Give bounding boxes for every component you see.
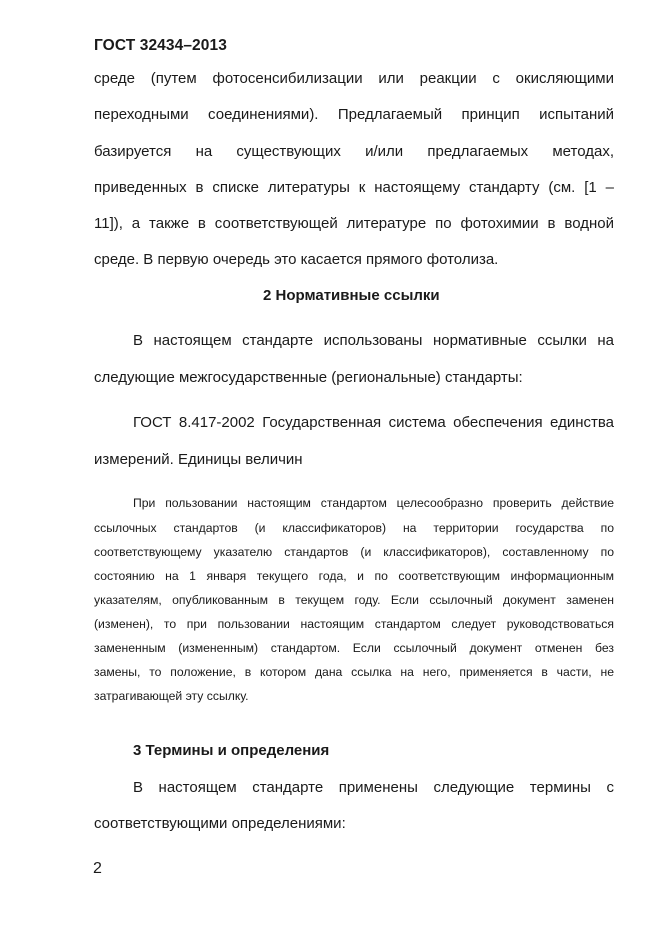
document-header: ГОСТ 32434–2013 <box>94 37 227 54</box>
section-2-para1-line-2: следующие межгосударственные (региональные) стандарты: <box>94 369 523 386</box>
intro-line-1: среде (путем фотосенсибилизации или реакции с окисляющими <box>94 70 614 87</box>
note-line-6: (изменен), то при пользовании настоящим стандартом следует руководствоваться <box>94 617 614 631</box>
section-2-para1-line-1: В настоящем стандарте использованы нормативные ссылки на <box>133 332 614 349</box>
note-line-2: ссылочных стандартов (и классификаторов) на территории государства по <box>94 521 614 535</box>
note-line-5: указателям, опубликованным в текущем году. Если ссылочный документ заменен <box>94 593 614 607</box>
note-line-1: При пользовании настоящим стандартом целесообразно проверить действие <box>133 496 614 510</box>
note-line-7: замененным (измененным) стандартом. Если ссылочный документ отменен без <box>94 641 614 655</box>
intro-line-4: приведенных в списке литературы к настоящему стандарту (см. [1 – <box>94 179 614 196</box>
section-2-para2-line-1: ГОСТ 8.417-2002 Государственная система обеспечения единства <box>133 414 614 431</box>
section-3-heading: 3 Термины и определения <box>133 742 330 759</box>
note-line-4: состоянию на 1 января текущего года, и по соответствующим информационным <box>94 569 614 583</box>
intro-line-6: среде. В первую очередь это касается прямого фотолиза. <box>94 251 499 268</box>
intro-line-5: 11]), а также в соответствующей литературе по фотохимии в водной <box>94 215 614 232</box>
section-3-para1-line-1: В настоящем стандарте применены следующие термины с <box>133 779 614 796</box>
note-line-8: замены, то положение, в котором дана ссылка на него, применяется в части, не <box>94 665 614 679</box>
note-line-3: соответствующему указателю стандартов (и классификаторов), составленному по <box>94 545 614 559</box>
section-2-heading: 2 Нормативные ссылки <box>263 287 440 304</box>
page-number: 2 <box>93 860 102 877</box>
section-2-para2-line-2: измерений. Единицы величин <box>94 451 303 468</box>
intro-line-3: базируется на существующих и/или предлагаемых методах, <box>94 143 614 160</box>
section-3-para1-line-2: соответствующими определениями: <box>94 815 346 832</box>
intro-line-2: переходными соединениями). Предлагаемый принцип испытаний <box>94 106 614 123</box>
note-line-9: затрагивающей эту ссылку. <box>94 689 249 703</box>
